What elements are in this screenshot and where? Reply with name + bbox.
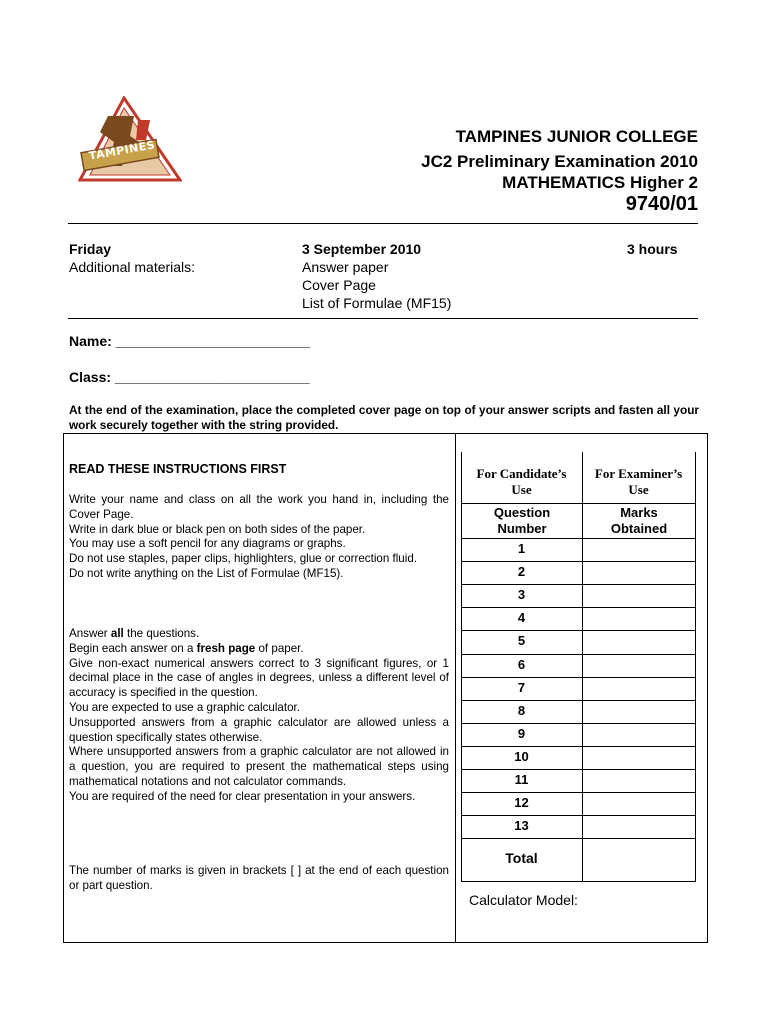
question-number-cell: 4	[517, 610, 526, 626]
materials-label: Additional materials:	[69, 259, 196, 275]
header-divider	[68, 223, 698, 224]
calculator-model-field[interactable]: Calculator Model:	[469, 892, 578, 908]
subject-title: MATHEMATICS Higher 2	[502, 173, 698, 192]
question-number-cell: 2	[517, 564, 526, 580]
question-number-cell: 10	[514, 748, 529, 764]
question-number-cell: 6	[517, 656, 526, 672]
instruction-line: Begin each answer on a fresh page of paper.	[69, 641, 304, 655]
material-item: Cover Page	[302, 277, 376, 293]
question-number-cell: 11	[514, 772, 529, 787]
details-divider	[68, 318, 698, 319]
college-name: TAMPINES JUNIOR COLLEGE	[455, 127, 698, 146]
box-divider	[455, 433, 456, 943]
total-label: Total	[505, 850, 538, 866]
instruction-line: You are expected to use a graphic calculator.	[69, 700, 300, 714]
question-number-cell: 9	[517, 725, 526, 741]
marks-obtained-header: Marks Obtained	[610, 505, 668, 536]
instructions-block-2	[69, 627, 449, 805]
marks-entry-cell[interactable]	[583, 678, 695, 700]
instructions-block-1	[69, 493, 449, 582]
marks-note: The number of marks is given in brackets [ ] at the end of each question or part question.	[69, 864, 449, 892]
instruction-line: Write your name and class on all the work you hand in, including the Cover Page.	[69, 493, 449, 521]
candidate-use-header: For Candidate’s Use	[476, 466, 567, 497]
question-number-cell: 12	[514, 795, 529, 811]
exam-day: Friday	[69, 241, 112, 257]
question-number-cell: 8	[517, 702, 526, 718]
marks-entry-cell[interactable]	[583, 631, 695, 653]
question-number-header: Question Number	[493, 505, 551, 536]
question-number-cell: 13	[514, 818, 529, 834]
marks-entry-cell[interactable]	[583, 816, 695, 838]
class-field[interactable]: Class: _________________________	[69, 369, 310, 385]
marks-entry-cell[interactable]	[583, 585, 695, 607]
instruction-line: You may use a soft pencil for any diagrams or graphs.	[69, 537, 346, 551]
instruction-line: Answer all the questions.	[69, 627, 200, 640]
exam-title: JC2 Preliminary Examination 2010	[421, 152, 698, 171]
material-item: List of Formulae (MF15)	[302, 295, 452, 311]
marks-entry-cell[interactable]	[583, 562, 695, 584]
marks-entry-cell[interactable]	[583, 539, 695, 561]
submission-notice: At the end of the examination, place the completed cover page on top of your answer scripts and fasten all your work securely together with the string provided.	[69, 403, 699, 432]
instructions-heading: READ THESE INSTRUCTIONS FIRST	[69, 462, 287, 476]
college-logo	[78, 96, 182, 182]
instruction-line: You are required of the need for clear presentation in your answers.	[69, 789, 416, 803]
examiner-use-header: For Examiner’s Use	[594, 466, 683, 497]
question-number-cell: 3	[517, 587, 526, 603]
marks-entry-cell[interactable]	[583, 701, 695, 723]
name-field[interactable]: Name: _________________________	[69, 333, 311, 349]
instruction-line: Do not use staples, paper clips, highlighters, glue or correction fluid.	[69, 552, 417, 566]
row-divider	[461, 838, 696, 839]
marks-table	[461, 452, 695, 882]
exam-date: 3 September 2010	[302, 241, 422, 257]
marks-entry-cell[interactable]	[583, 770, 695, 792]
marks-entry-cell[interactable]	[583, 747, 695, 769]
question-number-cell: 1	[517, 541, 526, 556]
instruction-line: Do not write anything on the List of Formulae (MF15).	[69, 566, 344, 580]
instruction-line: Unsupported answers from a graphic calculator are allowed unless a question specifically states otherwise.	[69, 715, 449, 744]
exam-duration: 3 hours	[627, 241, 678, 257]
marks-entry-cell[interactable]	[583, 793, 695, 815]
logo-text: TAMPINES	[87, 138, 157, 163]
instruction-line: Where unsupported answers from a graphic calculator are not allowed in a question, you are required to present the mathematical steps using mathematical notations and not calculator commands.	[69, 745, 449, 788]
question-number-cell: 7	[517, 679, 526, 695]
instruction-line: Write in dark blue or black pen on both sides of the paper.	[69, 522, 366, 536]
instruction-line: Give non-exact numerical answers correct to 3 significant figures, or 1 decimal place in the case of angles in degrees, unless a different level of accuracy is specified in the question.	[69, 656, 449, 700]
question-number-cell: 5	[517, 633, 526, 649]
marks-entry-cell[interactable]	[583, 608, 695, 630]
marks-entry-cell[interactable]	[583, 655, 695, 677]
marks-entry-cell[interactable]	[583, 724, 695, 746]
material-item: Answer paper	[302, 259, 389, 275]
paper-code: 9740/01	[625, 193, 698, 215]
